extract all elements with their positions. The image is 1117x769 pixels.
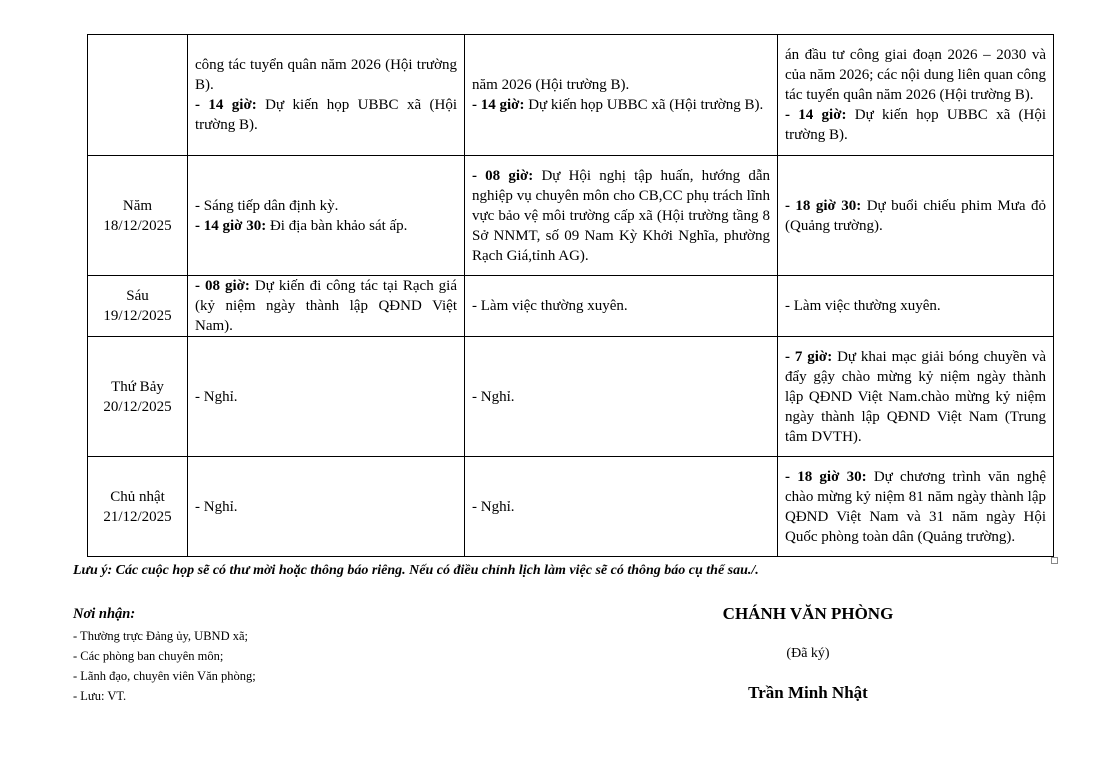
recipients-list [73, 626, 256, 706]
schedule-entry [472, 387, 770, 407]
entry-text: Dự buổi chiếu phim Mưa đỏ (Quảng trường). [785, 197, 1046, 234]
signature-status: (Đã ký) [786, 646, 830, 661]
schedule-entry [472, 75, 770, 95]
table-row [88, 337, 1054, 457]
schedule-table [87, 34, 1054, 557]
table-row [88, 276, 1054, 337]
entry-text: - Làm việc thường xuyên. [472, 298, 628, 314]
entry-text: - Sáng tiếp dân định kỳ. [195, 197, 339, 214]
recipient-item: - Các phòng ban chuyên môn; [73, 649, 224, 663]
schedule-entry [472, 497, 770, 517]
entry-time: - 14 giờ: [785, 107, 847, 123]
schedule-entry [785, 105, 1046, 145]
day-name: Thứ Bảy [111, 378, 164, 395]
day-cell [88, 35, 188, 156]
day-date: 20/12/2025 [103, 398, 172, 415]
entry-text: - Nghỉ. [472, 388, 515, 405]
schedule-entry [472, 95, 770, 115]
entry-time: - 18 giờ 30: [785, 468, 867, 485]
entry-time: - 14 giờ: [472, 97, 525, 113]
day-cell [88, 457, 188, 557]
schedule-entry [785, 296, 1046, 316]
schedule-cell [778, 457, 1054, 557]
schedule-cell [188, 35, 465, 156]
entry-time: - 14 giờ: [195, 97, 257, 113]
entry-text: - Nghỉ. [195, 498, 238, 515]
entry-text: Dự kiến họp UBBC xã (Hội trường B). [785, 107, 1046, 143]
day-cell [88, 337, 188, 457]
recipient-item: - Thường trực Đảng ủy, UBND xã; [73, 629, 248, 643]
table-row [88, 156, 1054, 276]
entry-text: - Nghỉ. [195, 388, 238, 405]
schedule-cell [465, 276, 778, 337]
entry-text: Dự kiến họp UBBC xã (Hội trường B). [195, 97, 457, 133]
schedule-cell [188, 156, 465, 276]
schedule-entry [195, 55, 457, 95]
day-date: 18/12/2025 [103, 217, 172, 234]
schedule-entry [472, 166, 770, 266]
day-cell [88, 156, 188, 276]
entry-time: - 08 giờ: [472, 167, 534, 184]
schedule-entry [195, 276, 457, 336]
recipients-title: Nơi nhận: [73, 606, 136, 622]
entry-text: công tác tuyển quân năm 2026 (Hội trường B). [195, 57, 457, 93]
schedule-entry [785, 45, 1046, 105]
entry-text: năm 2026 (Hội trường B). [472, 77, 630, 93]
entry-time: - 14 giờ 30: [195, 217, 267, 234]
entry-text: án đầu tư công giai đoạn 2026 – 2030 và của năm 2026; các nội dung liên quan công tác tuyển quân năm 2026 (Hội trường B). [785, 47, 1046, 103]
schedule-entry [785, 347, 1046, 447]
day-name: Sáu [126, 288, 149, 304]
recipient-item: - Lãnh đạo, chuyên viên Văn phòng; [73, 669, 256, 683]
schedule-cell [465, 156, 778, 276]
schedule-cell [778, 276, 1054, 337]
entry-text: Dự khai mạc giải bóng chuyền và đẩy gậy chào mừng kỷ niệm ngày thành lập QĐND Việt Nam.chào mừng kỷ niệm ngày thành lập QĐND Việt Nam (Trung tâm DVTH). [785, 348, 1046, 445]
schedule-entry [195, 196, 457, 216]
schedule-cell [778, 35, 1054, 156]
entry-text: Dự chương trình văn nghệ chào mừng kỷ niệm 81 năm ngày thành lập QĐND Việt Nam và 31 năm ngày Hội Quốc phòng toàn dân (Quảng trường). [785, 468, 1047, 545]
schedule-entry [195, 387, 457, 407]
entry-text: Dự Hội nghị tập huấn, hướng dẫn nghiệp vụ chuyên môn cho CB,CC phụ trách lĩnh vực bảo vệ môi trường cấp xã (Hội trường tầng 8 Sở NNMT, số 09 Nam Kỳ Khởi Nghĩa, phường Rạch Giá,tỉnh AG). [472, 167, 770, 264]
entry-text: - Làm việc thường xuyên. [785, 298, 941, 314]
schedule-cell [778, 156, 1054, 276]
signer-name: Trần Minh Nhật [748, 683, 868, 702]
entry-text: - Nghỉ. [472, 498, 515, 515]
day-name: Năm [122, 197, 153, 214]
entry-time: - 18 giờ 30: [785, 197, 862, 214]
schedule-cell [188, 457, 465, 557]
schedule-cell [465, 337, 778, 457]
schedule-entry [195, 216, 457, 236]
schedule-cell [465, 35, 778, 156]
note-text: Lưu ý: Các cuộc họp sẽ có thư mời hoặc thông báo riêng. Nếu có điều chỉnh lịch làm việc sẽ có thông báo cụ thể sau./. [73, 563, 759, 578]
day-date: 19/12/2025 [103, 308, 172, 324]
schedule-entry [785, 196, 1046, 236]
entry-time: - 08 giờ: [195, 278, 250, 294]
schedule-cell [188, 337, 465, 457]
schedule-cell [465, 457, 778, 557]
schedule-entry [195, 95, 457, 135]
schedule-entry [472, 296, 770, 316]
table-row [88, 457, 1054, 557]
day-cell [88, 276, 188, 337]
table-row [88, 35, 1054, 156]
entry-text: Đi địa bàn khảo sát ấp. [266, 217, 408, 234]
schedule-cell [778, 337, 1054, 457]
signature-title: CHÁNH VĂN PHÒNG [722, 604, 894, 623]
entry-text: Dự kiến đi công tác tại Rạch giá (kỷ niệm ngày thành lập QĐND Việt Nam). [195, 278, 458, 334]
entry-time: - 7 giờ: [785, 348, 833, 365]
schedule-cell [188, 276, 465, 337]
day-name: Chủ nhật [110, 488, 165, 505]
entry-text: Dự kiến họp UBBC xã (Hội trường B). [524, 97, 764, 113]
schedule-entry [195, 497, 457, 517]
recipient-item: - Lưu: VT. [73, 689, 127, 703]
schedule-entry [785, 467, 1046, 547]
day-date: 21/12/2025 [103, 508, 172, 525]
